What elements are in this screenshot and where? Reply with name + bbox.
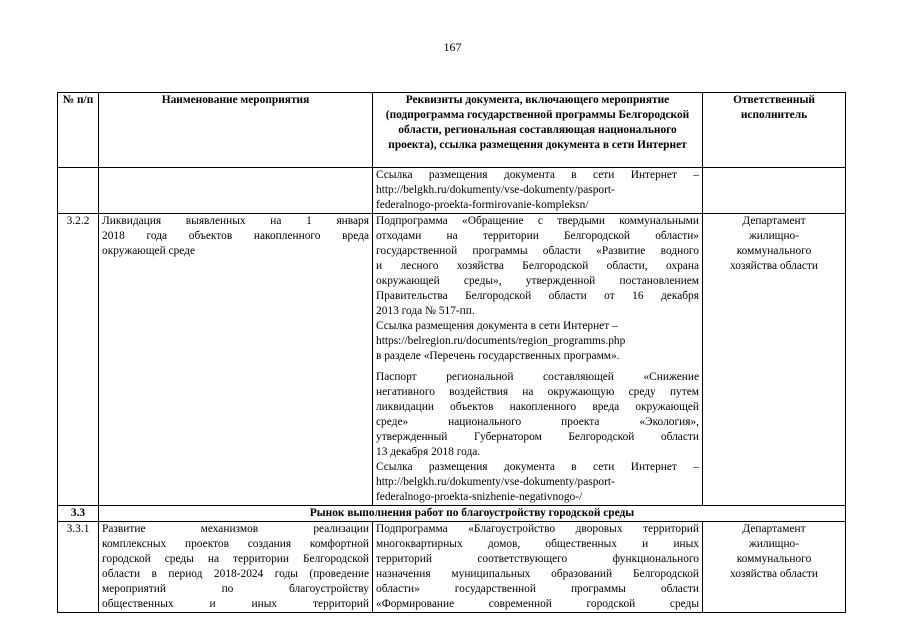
cell-document-details: Подпрограмма «Благоустройство дворовых территорий многоквартирных домов, общественных и иных территорий соответствующего функционального назначения муниципальных образований Белгородской области» государственной программы области «Формирование современной городской среды xyxy=(373,522,703,613)
document-url: https://belregion.ru/documents/region_programms.php xyxy=(376,335,626,347)
cell-executor xyxy=(703,168,846,214)
header-number: № п/п xyxy=(58,93,99,168)
table-row-3-2-2 xyxy=(58,214,846,506)
cell-number: 3.3 xyxy=(58,506,99,522)
header-document-details: Реквизиты документа, включающего мероприятие (подпрограмма государственной программы Белгородской области, региональная составляющая национального проекта), ссылка размещения документа в сети Интернет xyxy=(373,93,703,168)
cell-document-details xyxy=(373,168,703,214)
cell-measure-name: Ликвидация выявленных на 1 января 2018 года объектов накопленного вреда окружающей среде xyxy=(99,214,373,506)
document-url: federalnogo-proekta-formirovanie-kompleksn/ xyxy=(376,199,589,211)
header-executor: Ответственный исполнитель xyxy=(703,93,846,168)
cell-number: 3.3.1 xyxy=(58,522,99,613)
cell-number: 3.2.2 xyxy=(58,214,99,506)
cell-executor: Департамент жилищно- коммунального хозяйства области xyxy=(703,214,846,506)
document-url: http://belgkh.ru/dokumenty/vse-dokumenty/pasport- xyxy=(376,184,615,196)
section-row-3-3 xyxy=(58,506,846,522)
document-url: http://belgkh.ru/dokumenty/vse-dokumenty/pasport- xyxy=(376,476,615,488)
header-measure-name: Наименование мероприятия xyxy=(99,93,373,168)
cell-document-details: Подпрограмма «Обращение с твердыми коммунальными отходами на территории Белгородской области» государственной программы области «Развитие водного и лесного хозяйства Белгородской области, охрана окружающей среды», утвержденной постановлением Правительства Белгородской области от 16 декабря 2013 года № 517-пп. Ссылка размещения документа в сети Интернет – https://belregion.ru/documents/region_programms.php в разделе «Перечень государственных программ». Паспорт региональной составляющей «Снижение негативного воздействия на окружающую среду путем ликвидации объектов накопленного вреда окружающей среде» национального проекта «Экология», утвержденный Губернатором Белгородской области 13 декабря 2018 года. Ссылка размещения документа в сети Интернет – http://belgkh.ru/dokumenty/vse-dokumenty/pasport- federalnogo-proekta-snizhenie-negativnogo-/ xyxy=(373,214,703,506)
cell-measure-name xyxy=(99,168,373,214)
link-label: Ссылка размещения документа в сети Интернет – xyxy=(376,169,699,181)
page-number: 167 xyxy=(443,40,462,54)
measures-table xyxy=(57,92,846,613)
cell-executor: Департамент жилищно- коммунального хозяйства области xyxy=(703,522,846,613)
table-row-continuation xyxy=(58,168,846,214)
cell-number xyxy=(58,168,99,214)
document-url: federalnogo-proekta-snizhenie-negativnogo-/ xyxy=(376,491,583,503)
cell-measure-name: Развитие механизмов реализации комплексных проектов создания комфортной городской среды на территории Белгородской области в период 2018-2024 годы (проведение мероприятий по благоустройству общественных и иных территорий xyxy=(99,522,373,613)
section-title: Рынок выполнения работ по благоустройству городской среды xyxy=(99,506,846,522)
table-header-row xyxy=(58,93,846,168)
table-row-3-3-1 xyxy=(58,522,846,613)
